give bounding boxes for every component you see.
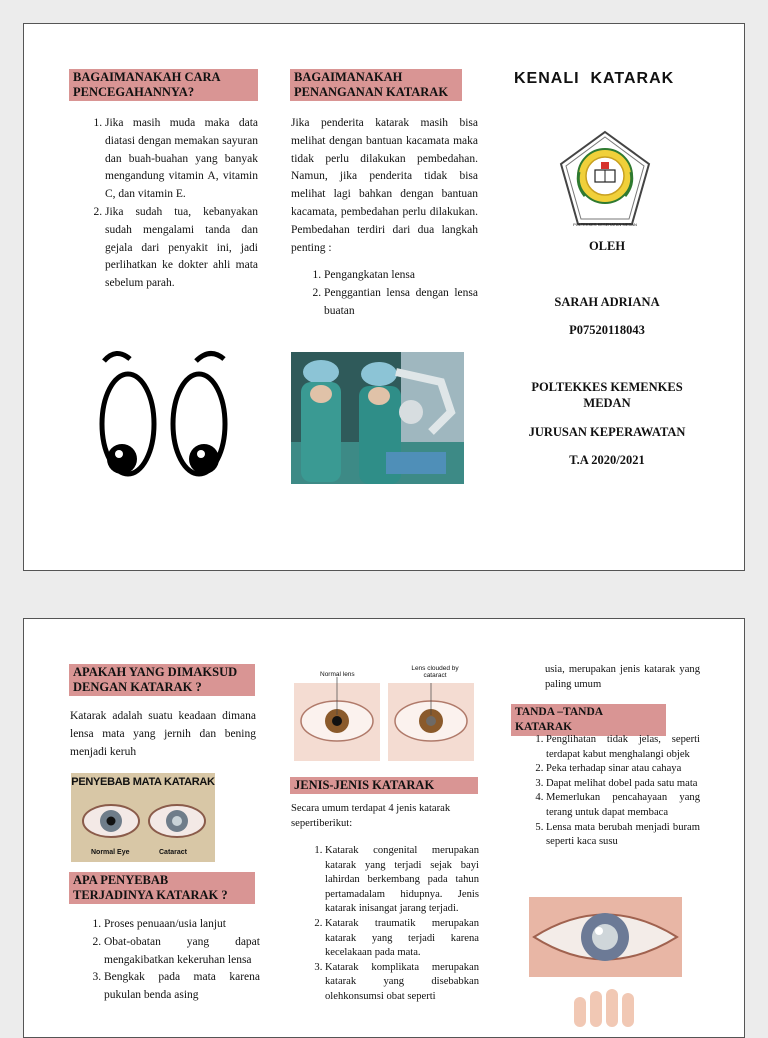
types-list — [291, 844, 479, 1005]
sign-item: 4. Memerlukan pencahayaan yang terang untuk dapat membaca — [546, 791, 700, 820]
types-heading: JENIS-JENIS KATARAK — [290, 777, 478, 794]
cover-title: KENALI KATARAK — [514, 70, 675, 87]
cataract-eye-label: Cataract — [159, 849, 188, 856]
brochure-outside-page — [23, 23, 745, 571]
cause-image-title: PENYEBAB MATA KATARAK — [71, 776, 215, 788]
author-id: P07520118043 — [569, 323, 645, 337]
logo-caption: POLTEKKES KESEHATAN MEDAN — [573, 222, 637, 227]
hand-image — [560, 987, 656, 1027]
signs-list — [511, 733, 700, 850]
brochure-inside-page — [23, 618, 745, 1038]
academic-year: T.A 2020/2021 — [569, 453, 645, 467]
institution: POLTEKKES KEMENKES MEDAN — [531, 380, 683, 410]
sign-item: 2. Peka terhadap sinar atau cahaya — [546, 762, 700, 777]
cloudy-lens-label: Lens clouded by cataract — [411, 665, 459, 679]
cloudy-eye-photo — [529, 897, 682, 977]
cause-item: 1. Proses penuaan/usia lanjut — [104, 916, 260, 934]
type-item: 2. Katarak traumatik merupakan katarak yang terjadi karena kecelakaan pada mata. — [325, 917, 479, 961]
by-label: OLEH — [588, 239, 626, 253]
cause-item: 2. Obat-obatan yang dapat mengakibatkan kekeruhan lensa — [104, 934, 260, 970]
cartoon-eyes-image — [98, 349, 228, 479]
treatment-step: 1. Pengangkatan lensa — [324, 267, 478, 285]
signs-heading: TANDA –TANDA KATARAK — [511, 704, 666, 736]
surgery-photo — [291, 352, 464, 484]
prevention-item: 1. Jika masih muda maka data diatasi dengan memakan sayuran dan buah-buahan yang banyak mengandung vitamin A, vitamin C, dan vitamin E. — [105, 115, 258, 204]
causes-list — [70, 916, 260, 1005]
sign-item: 5. Lensa mata berubah menjadi buram seperti kaca susu — [546, 821, 700, 850]
treatment-step: 2. Penggantian lensa dengan lensa buatan — [324, 285, 478, 321]
poltekkes-logo — [558, 130, 652, 228]
definition-text: Katarak adalah suatu keadaan dimana lensa mata yang jernih dan bening menjadi keruh — [70, 710, 256, 758]
continued-text: usia, merupakan jenis katarak yang paling umum — [545, 664, 700, 690]
causes-heading: APA PENYEBAB TERJADINYA KATARAK ? — [69, 872, 255, 904]
sign-item: 1. Penglihatan tidak jelas, seperti terdapat kabut menghalangi objek — [546, 733, 700, 762]
author-name: SARAH ADRIANA — [554, 295, 660, 309]
normal-lens-label: Normal lens — [320, 671, 355, 678]
prevention-list — [70, 115, 258, 293]
sign-item: 3. Dapat melihat dobel pada satu mata — [546, 777, 700, 792]
prevention-heading: BAGAIMANAKAH CARA PENCEGAHANNYA? — [69, 69, 258, 101]
types-intro: Secara umum terdapat 4 jenis katarak sepertiberikut: — [291, 803, 451, 829]
cause-item: 3. Bengkak pada mata karena pukulan benda asing — [104, 969, 260, 1005]
type-item: 1. Katarak congenital merupakan katarak yang terjadi sejak bayi lahirdan berkembang pada tahun pertamadalam hidupnya. Jenis katarak inisangat jarang terjadi. — [325, 844, 479, 917]
normal-eye-label: Normal Eye — [91, 849, 130, 856]
treatment-text: Jika penderita katarak masih bisa melihat dengan bantuan kacamata maka tidak perlu dilakukan pembedahan. Namun, jika penderita tidak bisa melihat lagi bahkan dengan bantuan kacamata, pembedahan perlu dilakukan. Pembedahan terdiri dari dua langkah penting : 1. Pengangkatan lensa 2. Penggantian lensa dengan lensa buatan — [291, 115, 478, 321]
prevention-item: 2. Jika sudah tua, kebanyakan sudah mengalami tanda dan gejala dari penyakit ini, jadi perlihatkan ke dokter ahli mata sebelum parah. — [105, 204, 258, 293]
cataract-cause-image — [71, 773, 215, 862]
normal-vs-cloudy-lens-image — [292, 663, 478, 766]
definition-heading: APAKAH YANG DIMAKSUD DENGAN KATARAK ? — [69, 664, 255, 696]
type-item: 3. Katarak komplikata merupakan katarak yang disebabkan olehkonsumsi obat seperti — [325, 961, 479, 1005]
department: JURUSAN KEPERAWATAN — [528, 425, 686, 439]
treatment-heading: BAGAIMANAKAH PENANGANAN KATARAK — [290, 69, 462, 101]
